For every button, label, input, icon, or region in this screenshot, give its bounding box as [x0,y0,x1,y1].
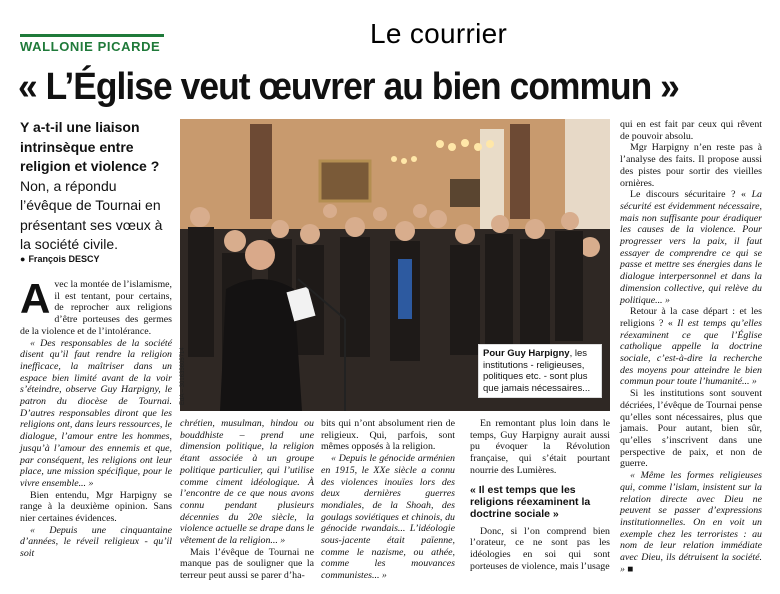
section-rubric: WALLONIE PICARDE [20,34,164,54]
quote-paragraph: chrétien, musulman, hindou ou bouddhiste – prend une dimension politique, la religion étant associée à un groupe politique particulier, qui l’utilise comme ciment idéologique. À l’encontre de ce que nous avons connu pendant plusieurs décennies du 20e siècle, la violence actuelle se drape dans le vêtement de la religion... » [180,418,314,547]
newspaper-name: Le courrier [370,18,508,49]
paragraph: Si les institutions sont souvent décriées, l’évêque de Tournai pense qu’elles sont nécessaires, plus que jamais. Pour autant, bien sûr, qu’elles s’inscrivent dans une perspective de paix, et non de guerre. [620,388,762,470]
paragraph-intro: Le discours sécuritaire ? « [630,189,752,201]
paragraph: Mgr Harpigny n’en reste pas à l’analyse des faits. Il propose aussi des pistes pour sortir des vieilles ornières. [620,142,762,189]
paragraph: vec la montée de l’islamisme, il est tentant, pour certains, de reprocher aux religions d’être porteuses des germes de la violence et de l’intolérance. [20,279,172,337]
column-2 [180,418,314,582]
paragraph: qui en est fait par ceux qui rêvent de pouvoir absolu. [620,119,762,142]
caption-lead: Pour Guy Harpigny [483,348,570,359]
paragraph: bits qui n’ont absolument rien de religieux. Qui, parfois, sont mêmes opposés à la religion. [321,418,455,453]
lead-question: Y a-t-il une liaison intrinsèque entre religion et violence ? [20,119,160,174]
bullet-icon: ● [20,254,26,264]
photo-caption [478,344,602,398]
column-3 [321,418,455,582]
paragraph: Mais l’évêque de Tournai ne manque pas de souligner que la terreur peut aussi se parer d’ha- [180,546,314,582]
byline [20,254,172,264]
quote-paragraph: « Depuis le génocide arménien en 1915, le XXe siècle a connu des violences inouïes lors des deux dernières guerres mondiales, de la Shoah, des goulags soviétiques et chinois, du génocide rwandais... L’idéologie sous-jacente était païenne, comme le nazisme, ou athée, comme les mouvances communistes... » [321,453,455,582]
paragraph: Donc, si l’on comprend bien l’orateur, ce ne sont pas les idéologies en soi qui sont porteuses de violence, mais l’usage [470,525,610,572]
article-lead [20,118,172,255]
lead-answer: Non, a répondu l’évêque de Tournai en présentant ses vœux à la société civile. [20,177,163,252]
photo-credit: ÉdA – 301635605714 [180,347,186,405]
quote-paragraph: « Des responsables de la société disent qu’il faut rendre la religion inefficace, la maîtriser dans un espace bien limité avant de la voir s’éteindre, observe Guy Harpigny, le patron du diocèse de Tournai. D’autres responsables diront que les religions ont, dans leurs ressources, le dialogue, l’amour entre les hommes, jusqu’à l’amour des ennemis et que, par conséquent, les religions ont leur place, une mission spécifique, pour le vivre ensemble... » [20,337,172,489]
caption-text: , les institutions - religieuses, politiques etc. - sont plus que jamais nécessaires... [483,348,591,394]
paragraph: Bien entendu, Mgr Harpigny se range à la deuxième opinion. Sans nier certaines évidences. [20,489,172,525]
column-1 [20,275,172,560]
column-5 [620,119,762,575]
article-headline: « L’Église veut œuvrer au bien commun » [18,66,679,108]
author-name: François DESCY [28,254,100,264]
paragraph: En remontant plus loin dans le temps, Guy Harpigny aurait aussi pu évoquer la Révolution française, qui s’était pourtant nourrie des Lumières. [470,418,610,476]
paragraph-intro: Retour à la case départ : et les religions ? « [620,306,762,329]
quote-text: La sécurité est évidemment nécessaire, mais non suffisante pour éradiquer les causes de la violence. Pour progresser vers la paix, il faut essayer de comprendre ce qui se passe et mettre ses énergies dans le dialogue interpersonnel et dans la dimension collective, qui relève du politique... » [620,189,762,306]
intertitle: « Il est temps que les religions réexaminent la doctrine sociale » [470,483,591,520]
quote-text: Il est temps qu’elles réexaminent ce que l’Église catholique appelle la doctrine sociale, c’est-à-dire la recherche des moyens pour atteindre le bien commun pour toute l’humanité... » [620,317,762,388]
quote-paragraph: « Même les formes religieuses qui, comme l’islam, insistent sur la relation directe avec Dieu ne peuvent se passer d’expressions institutionnelles. On en voit un exemple chez les terroristes : au nom de leur relation immédiate avec Dieu, ils détruisent la société. » ■ [620,470,762,575]
drop-cap: A [20,275,51,322]
column-4 [470,418,610,572]
quote-paragraph: « Depuis une cinquantaine d’années, le réveil religieux - qu’il soit [20,524,172,560]
